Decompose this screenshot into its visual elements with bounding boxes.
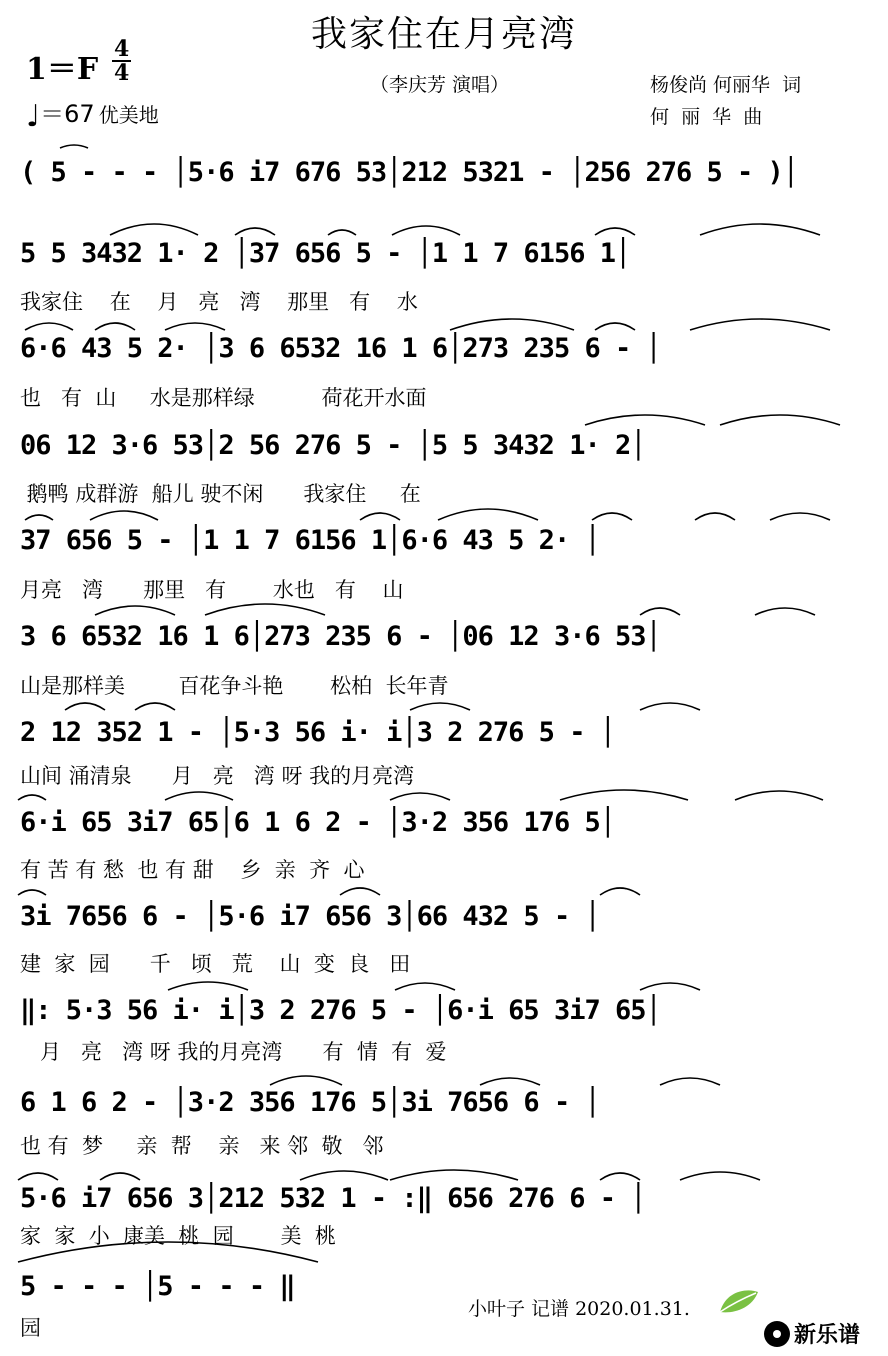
- lyric-row: 我家住 在 月 亮 湾 那里 有 水: [20, 290, 418, 314]
- meter-top: 4: [114, 36, 130, 62]
- notation-row: ( 5 - - - │5·6 i7 676 53│212 5321 - │256 276 5 - )│: [20, 157, 799, 188]
- notation-row: 6·i 65 3i7 65│6 1 6 2 - │3·2 356 176 5│: [20, 807, 615, 838]
- lyric-row: 山间 涌清泉 月 亮 湾 呀 我的月亮湾: [20, 764, 415, 788]
- song-title: 我家住在月亮湾: [310, 14, 577, 55]
- logo-text: 新乐谱: [794, 1323, 861, 1348]
- lyric-row: 山是那样美 百花争斗艳 松柏 长年青: [20, 674, 449, 698]
- notation-row: 06 12 3·6 53│2 56 276 5 - │5 5 3432 1· 2│: [20, 430, 646, 461]
- tempo-value: ＝67: [40, 100, 95, 128]
- notation-row: 6 1 6 2 - │3·2 356 176 5│3i 7656 6 - │: [20, 1087, 600, 1118]
- notation-row: ‖: 5·3 56 i· i│3 2 276 5 - │6·i 65 3i7 65│: [20, 995, 661, 1026]
- singer-credit: （李庆芳 演唱）: [370, 74, 510, 96]
- lyric-row: 也 有 梦 亲 帮 亲 来 邻 敬 邻: [20, 1134, 384, 1158]
- lyric-row: 家 家 小 康美 桃 园 美 桃: [20, 1224, 336, 1248]
- music-disc-icon: [764, 1321, 790, 1347]
- meter-bottom: 4: [114, 60, 130, 86]
- transcriber-note: 小叶子 记谱 2020.01.31.: [468, 1298, 690, 1320]
- lyric-row: 月 亮 湾 呀 我的月亮湾 有 情 有 爱: [20, 1040, 447, 1064]
- lyric-row: 也 有 山 水是那样绿 荷花开水面: [20, 386, 427, 410]
- notation-row: 37 656 5 - │1 1 7 6156 1│6·6 43 5 2· │: [20, 525, 600, 556]
- quarter-note-icon: ♩: [26, 99, 41, 134]
- notation-row: 3 6 6532 16 1 6│273 235 6 - │06 12 3·6 53│: [20, 621, 661, 652]
- site-logo: [764, 1318, 860, 1349]
- lyric-row: 园: [20, 1316, 41, 1340]
- notation-row: 5 5 3432 1· 2 │37 656 5 - │1 1 7 6156 1│: [20, 238, 631, 269]
- key-signature: 1＝F: [26, 52, 99, 87]
- lyric-row: [20, 192, 868, 220]
- notation-row: 5·6 i7 656 3│212 532 1 - :‖ 656 276 6 - │: [20, 1183, 646, 1214]
- lyric-row: 建 家 园 千 顷 荒 山 变 良 田: [20, 952, 411, 976]
- notation-row: 2 12 352 1 - │5·3 56 i· i│3 2 276 5 - │: [20, 717, 615, 748]
- lyric-row: 鹅鸭 成群游 船儿 驶不闲 我家住 在: [20, 482, 421, 506]
- lyricist-credit: 杨俊尚 何丽华 词: [650, 74, 802, 96]
- tempo-expression: 优美地: [98, 103, 159, 127]
- notation-row: 5 - - - │5 - - - ‖: [20, 1271, 295, 1302]
- leaf-icon: [716, 1286, 760, 1316]
- composer-credit: 何 丽 华 曲: [650, 106, 763, 128]
- lyric-row: 月亮 湾 那里 有 水也 有 山: [20, 578, 404, 602]
- lyric-row: 有 苦 有 愁 也 有 甜 乡 亲 齐 心: [20, 858, 365, 882]
- notation-row: 6·6 43 5 2· │3 6 6532 16 1 6│273 235 6 - │: [20, 333, 661, 364]
- notation-row: 3i 7656 6 - │5·6 i7 656 3│66 432 5 - │: [20, 901, 600, 932]
